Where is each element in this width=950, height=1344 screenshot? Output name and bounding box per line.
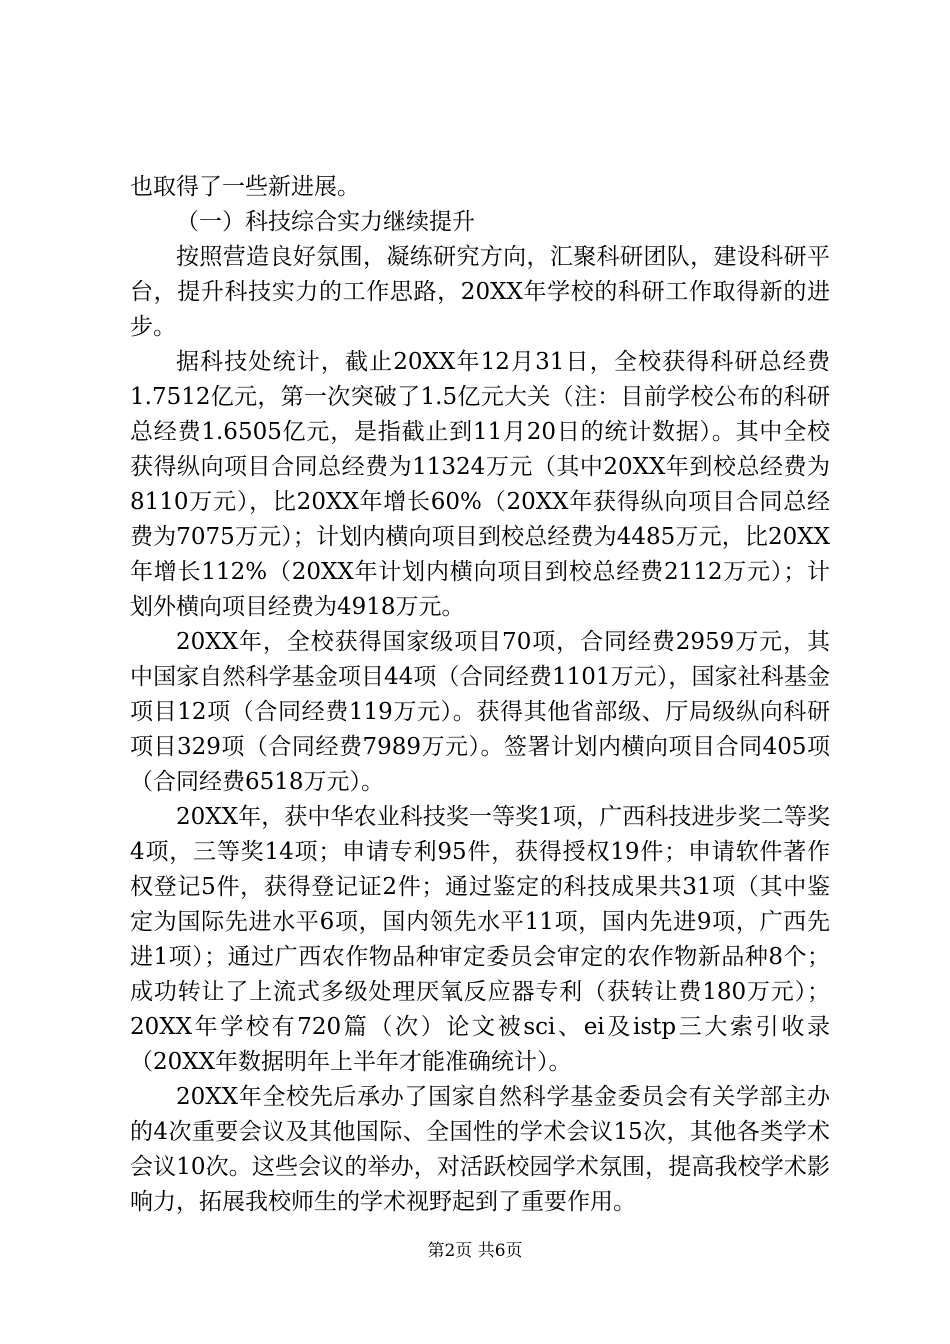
page-number: 第2页 共6页 [427,1241,523,1261]
section-heading: （一）科技综合实力继续提升 [176,209,475,235]
page-footer [0,1240,950,1262]
document-body [130,170,830,1220]
paragraph-academic-conferences: 20XX年全校先后承办了国家自然科学基金委员会有关学部主办的4次重要会议及其他国际、全国性的学术会议15次，其他各类学术会议10次。这些会议的举办，对活跃校园学术氛围，提高我校学术影响力，拓展我校师生的学术视野起到了重要作用。 [130,1084,830,1215]
paragraph-continuation: 也取得了一些新进展。 [130,174,360,200]
paragraph-awards-patents: 20XX年，获中华农业科技奖一等奖1项，广西科技进步奖二等奖4项，三等奖14项；申请专利95件，获得授权19件；申请软件著作权登记5件，获得登记证2件；通过鉴定的科技成果共31项（其中鉴定为国际先进水平6项，国内领先水平11项，国内先进9项，广西先进1项）；通过广西农作物品种审定委员会审定的农作物新品种8个；成功转让了上流式多级处理厌氧反应器专利（获转让费180万元）；20XX年学校有720篇（次）论文被sci、ei及istp三大索引收录（20XX年数据明年上半年才能准确统计）。 [130,804,830,1075]
paragraph-work-approach: 按照营造良好氛围，凝练研究方向，汇聚科研团队，建设科研平台，提升科技实力的工作思路，20XX年学校的科研工作取得新的进步。 [130,244,830,340]
paragraph-national-projects: 20XX年，全校获得国家级项目70项，合同经费2959万元，其中国家自然科学基金项目44项（合同经费1101万元），国家社科基金项目12项（合同经费119万元）。获得其他省部级、厅局级纵向科研项目329项（合同经费7989万元）。签署计划内横向项目合同405项（合同经费6518万元）。 [130,629,830,795]
paragraph-funding-statistics: 据科技处统计，截止20XX年12月31日，全校获得科研总经费1.7512亿元，第一次突破了1.5亿元大关（注：目前学校公布的科研总经费1.6505亿元，是指截止到11月20日的统计数据）。其中全校获得纵向项目合同总经费为11324万元（其中20XX年到校总经费为8110万元），比20XX年增长60%（20XX年获得纵向项目合同总经费为7075万元）；计划内横向项目到校总经费为4485万元，比20XX年增长112%（20XX年计划内横向项目到校总经费2112万元）；计划外横向项目经费为4918万元。 [130,349,830,620]
